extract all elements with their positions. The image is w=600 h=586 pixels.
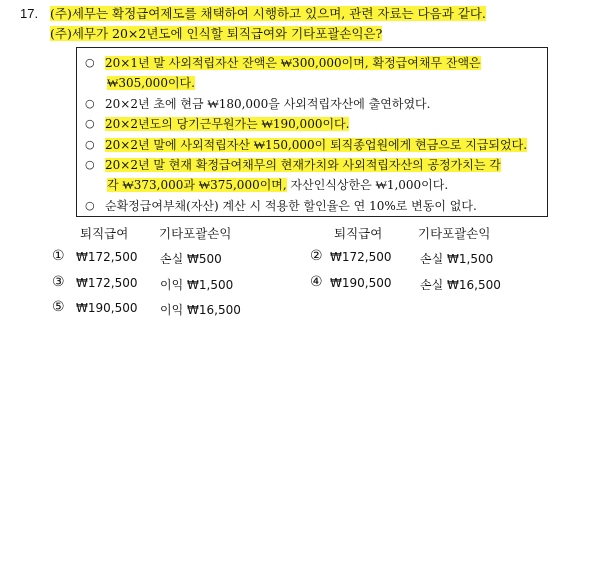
box-item-5 bbox=[85, 155, 547, 196]
option-5-retirement[interactable]: ₩190,500 bbox=[76, 301, 138, 315]
box-item-1 bbox=[85, 53, 547, 94]
box-item-5-text: 20×2년 말 현재 확정급여채무의 현재가치와 사외적립자산의 공정가치는 각 bbox=[105, 158, 501, 173]
box-item-3 bbox=[85, 114, 547, 134]
box-item-5-text-cont: 각 ₩373,000과 ₩375,000이며, bbox=[107, 178, 287, 193]
option-4-mark[interactable]: ④ bbox=[310, 274, 323, 290]
bullet-icon: ○ bbox=[85, 198, 95, 212]
question-line-2: (주)세무가 20×2년도에 인식할 퇴직급여와 기타포괄손익은? bbox=[50, 26, 383, 41]
bullet-icon: ○ bbox=[85, 137, 95, 151]
header-oci-right: 기타포괄손익 bbox=[418, 226, 491, 241]
question-stem bbox=[20, 4, 486, 44]
box-item-6-text: 순확정급여부채(자산) 계산 시 적용한 할인율은 연 10%로 변동이 없다. bbox=[105, 198, 477, 213]
option-5-oci[interactable]: 이익 ₩16,500 bbox=[160, 303, 241, 317]
header-retirement-left: 퇴직급여 bbox=[80, 226, 129, 241]
data-box bbox=[76, 47, 548, 217]
option-5-mark[interactable]: ⑤ bbox=[52, 299, 65, 315]
option-1-mark[interactable]: ① bbox=[52, 248, 65, 264]
option-2-retirement[interactable]: ₩172,500 bbox=[330, 250, 392, 264]
option-4-retirement[interactable]: ₩190,500 bbox=[330, 276, 392, 290]
bullet-icon: ○ bbox=[85, 96, 95, 110]
option-3-mark[interactable]: ③ bbox=[52, 274, 65, 290]
option-2-mark[interactable]: ② bbox=[310, 248, 323, 264]
question-line-1: (주)세무는 확정급여제도를 채택하여 시행하고 있으며, 관련 자료는 다음과 같다. bbox=[50, 6, 486, 21]
box-item-1-text-cont: ₩305,000이다. bbox=[107, 76, 195, 91]
option-3-oci[interactable]: 이익 ₩1,500 bbox=[160, 278, 234, 292]
box-item-5-text-tail: 자산인식상한은 ₩1,000이다. bbox=[286, 178, 449, 193]
bullet-icon: ○ bbox=[85, 117, 95, 131]
bullet-icon: ○ bbox=[85, 56, 95, 69]
option-1-retirement[interactable]: ₩172,500 bbox=[76, 250, 138, 264]
option-4-oci[interactable]: 손실 ₩16,500 bbox=[420, 278, 501, 292]
option-3-retirement[interactable]: ₩172,500 bbox=[76, 276, 138, 290]
question-number: 17. bbox=[20, 6, 39, 21]
box-item-4-text: 20×2년 말에 사외적립자산 ₩150,000이 퇴직종업원에게 현금으로 지급되었다. bbox=[105, 137, 528, 152]
bullet-icon: ○ bbox=[85, 158, 95, 172]
box-item-1-text: 20×1년 말 사외적립자산 잔액은 ₩300,000이며, 확정급여채무 잔액은 bbox=[105, 56, 481, 70]
option-1-oci[interactable]: 손실 ₩500 bbox=[160, 252, 222, 266]
box-item-3-text: 20×2년도의 당기근무원가는 ₩190,000이다. bbox=[105, 117, 350, 132]
box-item-2 bbox=[85, 94, 547, 114]
option-2-oci[interactable]: 손실 ₩1,500 bbox=[420, 252, 494, 266]
header-oci-left: 기타포괄손익 bbox=[159, 226, 232, 241]
box-item-4 bbox=[85, 135, 547, 155]
box-item-6 bbox=[85, 196, 547, 216]
header-retirement-right: 퇴직급여 bbox=[334, 226, 383, 241]
box-item-2-text: 20×2년 초에 현금 ₩180,000을 사외적립자산에 출연하였다. bbox=[105, 96, 431, 111]
